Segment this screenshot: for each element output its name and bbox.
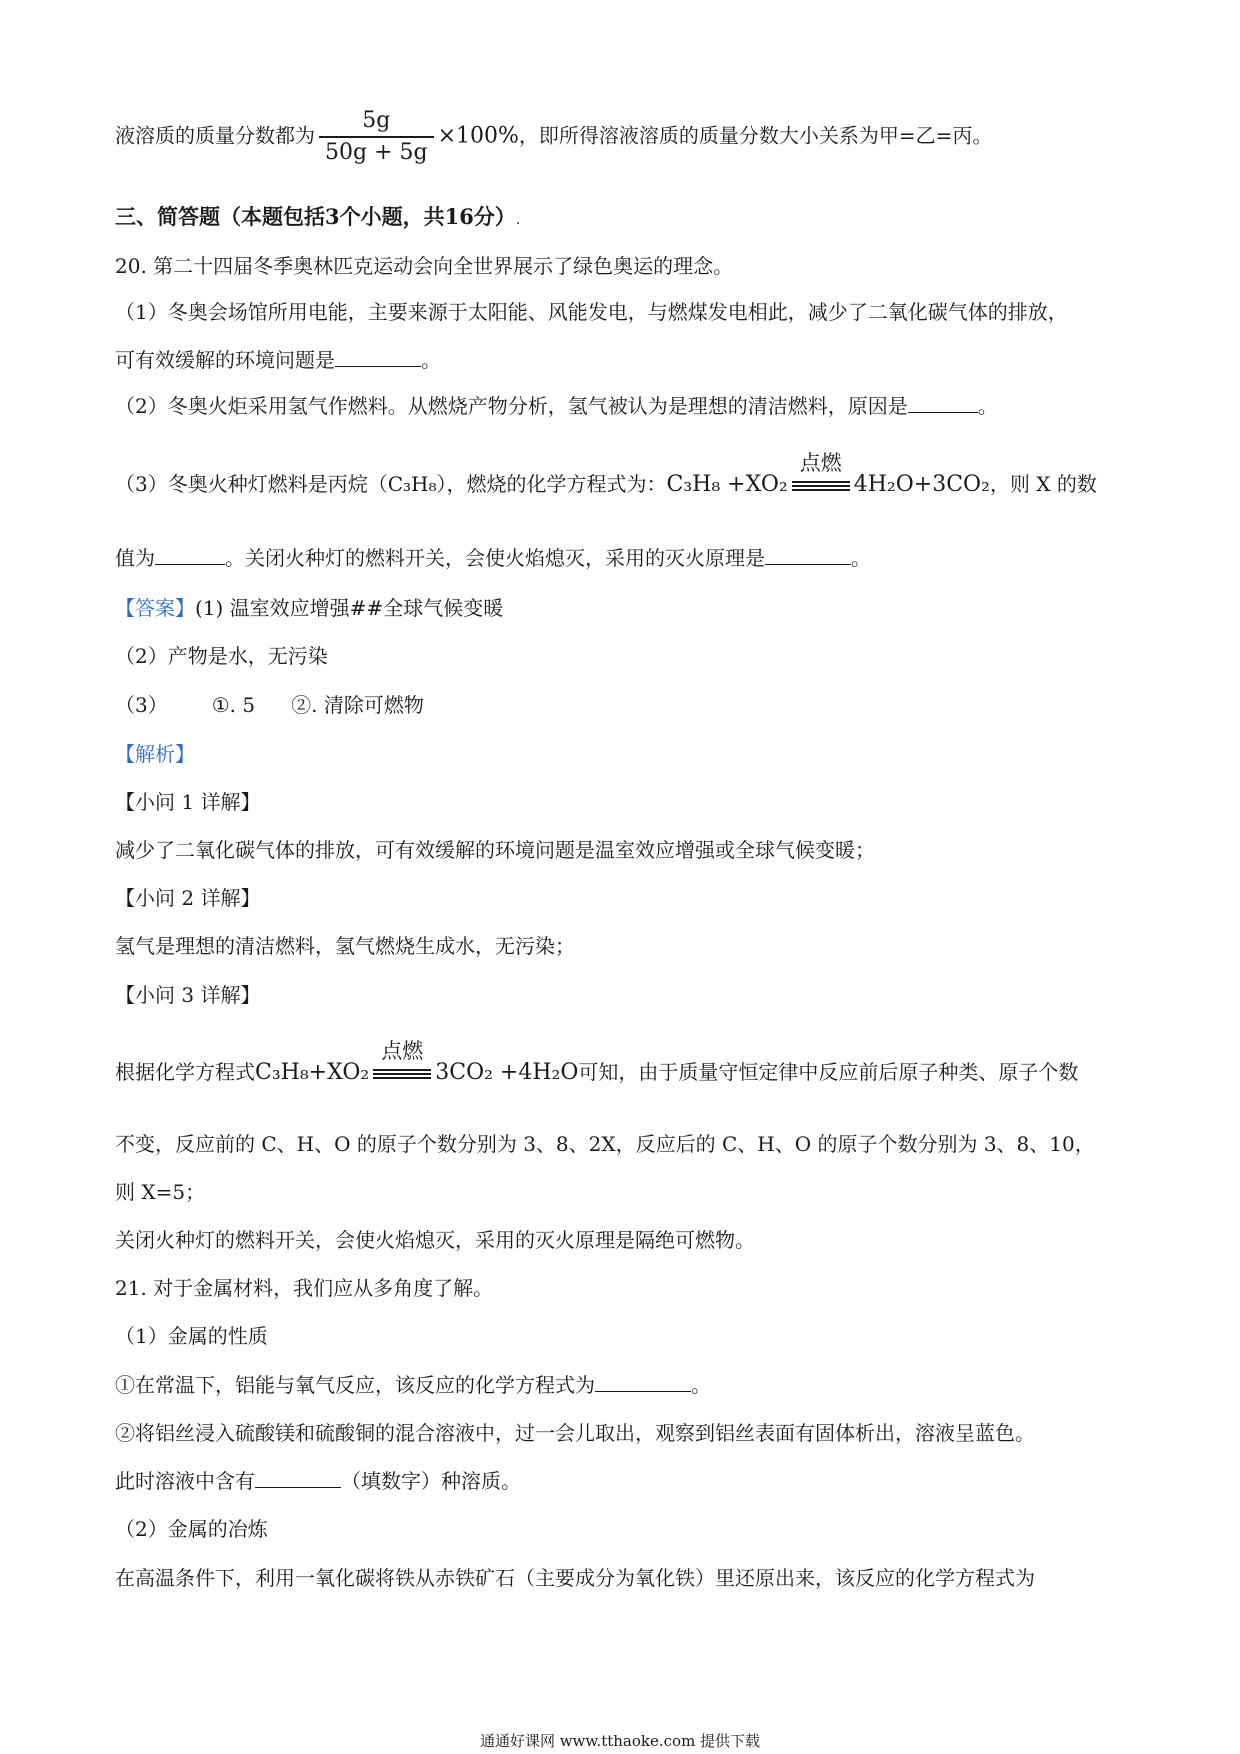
equation-products: 3CO₂ +4H₂O (435, 1060, 579, 1085)
fraction-numerator: 5g (319, 108, 434, 138)
q21-part1-item2-cont (115, 1467, 521, 1495)
fraction-line (115, 108, 992, 166)
answer-blank[interactable] (765, 546, 851, 565)
analysis-label: 【解析】 (115, 742, 195, 766)
answer-label: 【答案】 (115, 596, 195, 620)
subquestion-3-title: 【小问 3 详解】 (115, 983, 261, 1007)
q21-part2-title: （2）金属的冶炼 (115, 1517, 268, 1541)
text: 。 (851, 546, 871, 570)
answer-blank[interactable] (155, 546, 225, 565)
reaction-condition: 点燃 (381, 1038, 424, 1063)
text: 。 (977, 394, 998, 418)
answer-blank[interactable] (335, 348, 421, 367)
text: 液溶质的质量分数都为 (115, 123, 315, 148)
text: ①在常温下，铝能与氧气反应，该反应的化学方程式为 (115, 1373, 595, 1397)
text: （3） (115, 693, 168, 717)
text: 可有效缓解的环境问题是 (115, 348, 335, 372)
subquestion-3-line2: 不变，反应前的 C、H、O 的原子个数分别为 3、8、2X，反应后的 C、H、O 的原子个数分别为 3、8、10， (115, 1132, 1095, 1156)
answer-line3 (115, 691, 424, 719)
q21-part2-text: 在高温条件下，利用一氧化碳将铁从赤铁矿石（主要成分为氧化铁）里还原出来，该反应的化学方程式为 (115, 1566, 1035, 1590)
subquestion-3-line1 (115, 1038, 1079, 1087)
text: ②. 清除可燃物 (291, 693, 424, 717)
text: 值为 (115, 546, 155, 570)
equation-products: 4H₂O+3CO₂ (853, 472, 990, 497)
text: ①. 5 (211, 693, 256, 717)
q20-part1-line1: （1）冬奥会场馆所用电能，主要来源于太阳能、风能发电，与燃煤发电相此，减少了二氧化碳气体的排放， (115, 300, 1068, 324)
text: 可知，由于质量守恒定律中反应前后原子种类、原子个数 (578, 1060, 1079, 1084)
q21-part1-title: （1）金属的性质 (115, 1324, 268, 1348)
q20-part3-line1 (115, 450, 1097, 499)
percent-factor: ×100% (437, 123, 519, 149)
section-dot: . (515, 212, 521, 228)
subquestion-3-line3: 则 X=5； (115, 1180, 206, 1204)
subquestion-3-line4: 关闭火种灯的燃料开关，会使火焰熄灭，采用的灭火原理是隔绝可燃物。 (115, 1228, 755, 1252)
text: 根据化学方程式 (115, 1060, 255, 1084)
subquestion-1-title: 【小问 1 详解】 (115, 790, 261, 814)
section-heading (115, 203, 520, 234)
text: ，则 X 的数 (989, 472, 1097, 496)
subquestion-2-text: 氢气是理想的清洁燃料，氢气燃烧生成水，无污染； (115, 934, 575, 958)
answer-blank[interactable] (595, 1373, 691, 1392)
q20-part2 (115, 392, 998, 420)
subquestion-2-title: 【小问 2 详解】 (115, 886, 261, 910)
answer-blank[interactable] (908, 394, 978, 413)
text: 此时溶液中含有 (115, 1469, 255, 1493)
text: （3）冬奥火种灯燃料是丙烷（C₃H₈），燃烧的化学方程式为： (115, 472, 667, 496)
q21-part1-item1 (115, 1371, 711, 1399)
equation-reactants: C₃H₈ +XO₂ (666, 472, 788, 497)
text: 。 (421, 348, 441, 372)
text: (1) 温室效应增强##全球气候变暖 (195, 596, 504, 620)
answer-line2: （2）产物是水，无污染 (115, 644, 328, 668)
reaction-arrow (790, 450, 852, 493)
fraction (319, 108, 434, 166)
subquestion-1-text: 减少了二氧化碳气体的排放，可有效缓解的环境问题是温室效应增强或全球气候变暖； (115, 838, 875, 862)
section-title: 三、简答题（本题包括3个小题，共16分） (115, 204, 516, 229)
answer-blank[interactable] (255, 1469, 341, 1488)
reaction-arrow (371, 1038, 433, 1081)
text: 。关闭火种灯的燃料开关，会使火焰熄灭，采用的灭火原理是 (225, 546, 765, 570)
q20-stem: 20. 第二十四届冬季奥林匹克运动会向全世界展示了绿色奥运的理念。 (115, 254, 734, 278)
q20-part3-line2 (115, 544, 871, 572)
text: ，即所得溶液溶质的质量分数大小关系为甲=乙=丙。 (518, 123, 993, 148)
text: （2）冬奥火炬采用氢气作燃料。从燃烧产物分析，氢气被认为是理想的清洁燃料，原因是 (115, 394, 908, 418)
page-footer: 通通好课网 www.tthaoke.com 提供下载 (479, 1732, 761, 1750)
q21-stem: 21. 对于金属材料，我们应从多角度了解。 (115, 1276, 494, 1300)
reaction-condition: 点燃 (799, 450, 842, 475)
answer-line1 (115, 594, 503, 622)
equation-reactants: C₃H₈+XO₂ (255, 1060, 370, 1085)
text: 。 (691, 1373, 711, 1397)
q21-part1-item2: ②将铝丝浸入硫酸镁和硫酸铜的混合溶液中，过一会儿取出，观察到铝丝表面有固体析出，溶液呈蓝色。 (115, 1421, 1035, 1445)
q20-part1-line2 (115, 346, 441, 374)
fraction-denominator: 50g + 5g (325, 140, 428, 165)
text: （填数字）种溶质。 (341, 1469, 521, 1493)
